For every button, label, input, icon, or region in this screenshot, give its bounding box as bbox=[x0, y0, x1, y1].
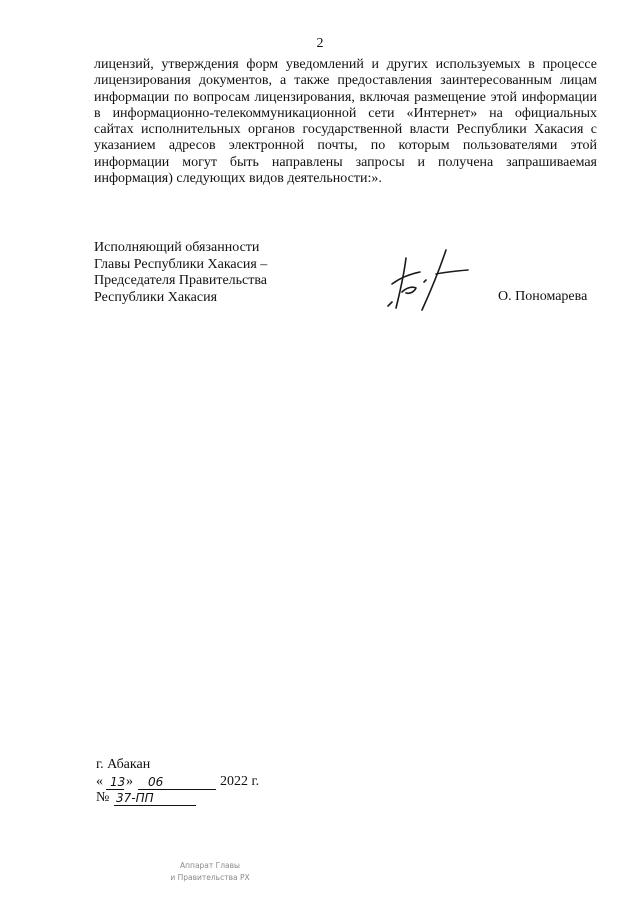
body-line: информации могут быть направлены запросы и получена запрашиваемая bbox=[94, 154, 597, 170]
signatory-line: Главы Республики Хакасия – bbox=[94, 256, 268, 272]
body-paragraph bbox=[94, 57, 597, 187]
body-line: сайтах исполнительных органов государственной власти Республики Хакасия с bbox=[94, 122, 597, 138]
signatory-line: Республики Хакасия bbox=[94, 289, 218, 305]
body-line: лицензий, утверждения форм уведомлений и других используемых в процессе bbox=[94, 57, 597, 72]
number-underline bbox=[114, 805, 196, 806]
date-year: 2022 г. bbox=[220, 774, 260, 789]
signature-icon bbox=[376, 244, 476, 314]
number-label: № bbox=[96, 790, 110, 805]
signatory-line: Председателя Правительства bbox=[94, 273, 268, 289]
date-month: 06 bbox=[148, 775, 164, 789]
signer-name: О. Пономарева bbox=[498, 289, 588, 304]
body-line: в информационно-телекоммуникационной сети «Интернет» на официальных bbox=[94, 105, 597, 121]
date-close-quote: » bbox=[126, 774, 133, 789]
number-value: 37-ПП bbox=[116, 791, 154, 805]
registration-stamp bbox=[150, 860, 270, 884]
body-line: указанием адресов электронной почты, по которым пользователями этой bbox=[94, 138, 597, 154]
date-day: 13 bbox=[110, 775, 126, 789]
body-line: информация) следующих видов деятельности:». bbox=[94, 171, 382, 187]
date-open-quote: « bbox=[96, 774, 103, 789]
stamp-line: Аппарат Главы bbox=[180, 861, 240, 870]
body-line: информации по вопросам лицензирования, включая размещение этой информации bbox=[94, 89, 597, 105]
signatory-line: Исполняющий обязанности bbox=[94, 240, 260, 255]
document-number bbox=[96, 790, 276, 810]
body-line: лицензирования документов, а также предоставления заинтересованным лицам bbox=[94, 73, 597, 89]
signatory-title bbox=[94, 240, 267, 306]
place-of-signing: г. Абакан bbox=[96, 757, 151, 772]
page-number: 2 bbox=[316, 36, 324, 51]
stamp-line: и Правительства РХ bbox=[170, 873, 250, 882]
